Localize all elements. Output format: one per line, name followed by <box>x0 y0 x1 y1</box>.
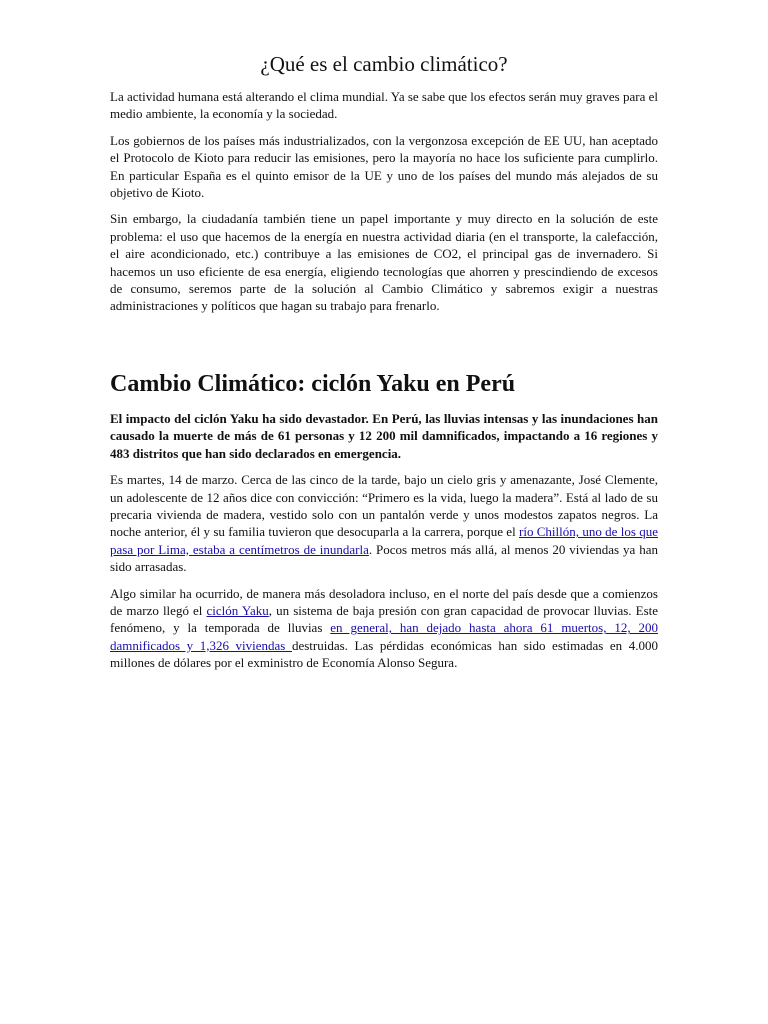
section-1-paragraph-3: Sin embargo, la ciudadanía también tiene un papel importante y muy directo en la solución de este problema: el uso que hacemos de la energía en nuestra actividad diaria (en el transporte, la calefacción, el aire acondicionado, etc.) contribuye a las emisiones de CO2, el principal gas de invernadero. Si hacemos un uso eficiente de esa energía, eligiendo tecnologías que ahorren y prescindiendo de excesos de consumo, seremos parte de la solución al Cambio Climático y sabremos exigir a nuestras administraciones y políticos que hagan su trabajo para frenarlo. <box>110 211 658 314</box>
section-2-paragraph-1 <box>110 471 658 575</box>
ciclon-yaku-link[interactable]: ciclón Yaku <box>206 602 269 618</box>
section-2-title: Cambio Climático: ciclón Yaku en Perú <box>110 370 516 397</box>
paragraph-text: Algo similar ha ocurrido, de manera más desoladora incluso, en el norte del país desde que a comienzos de marzo llegó el <box>110 585 658 618</box>
section-1-paragraph-2: Los gobiernos de los países más industrializados, con la vergonzosa excepción de EE UU, han aceptado el Protocolo de Kioto para reducir las emisiones, pero la mayoría no hace los suficiente para cumplirlo. En particular España es el quinto emisor de la UE y uno de los países del mundo más alejados de su objetivo de Kioto. <box>110 132 658 201</box>
damage-figures-link[interactable]: en general, han dejado hasta ahora 61 muertos, 12, 200 damnificados y 1,326 viviendas <box>110 620 658 653</box>
section-spacer <box>110 324 658 368</box>
section-2-lead: El impacto del ciclón Yaku ha sido devastador. En Perú, las lluvias intensas y las inundaciones han causado la muerte de más de 61 personas y 12 200 mil damnificados, impactando a 16 regiones y 483 distritos que han sido declarados en emergencia. <box>110 410 658 461</box>
paragraph-text: , un sistema de baja presión con gran capacidad de provocar lluvias. Este fenómeno, y la temporada de lluvias <box>110 602 659 636</box>
paragraph-text: Es martes, 14 de marzo. Cerca de las cinco de la tarde, bajo un cielo gris y amenazante, José Clemente, un adolescente de 12 años dice con convicción: “Primero es la vida, luego la madera”. Está al lado de su precaria vivienda de madera, vestido solo con un pantalón verde y unos modestos zapatos negros. La noche anterior, él y su familia tuvieron que desocuparla a la carrera, porque el <box>110 472 658 540</box>
paragraph-text: destruidas. Las pérdidas económicas han sido estimadas en 4.000 millones de dólares por el exministro de Economía Alonso Segura. <box>110 637 658 671</box>
rio-chillon-link[interactable]: río Chillón, uno de los que pasa por Lima, estaba a centímetros de inundarla <box>110 524 658 557</box>
paragraph-text: . Pocos metros más allá, al menos 20 viviendas ya han sido arrasadas. <box>110 541 658 575</box>
document-page <box>110 50 658 681</box>
section-2-paragraph-2 <box>110 585 658 672</box>
section-1-title: ¿Qué es el cambio climático? <box>260 52 508 76</box>
section-1-paragraph-1: La actividad humana está alterando el clima mundial. Ya se sabe que los efectos serán muy graves para el medio ambiente, la economía y la sociedad. <box>110 89 658 122</box>
